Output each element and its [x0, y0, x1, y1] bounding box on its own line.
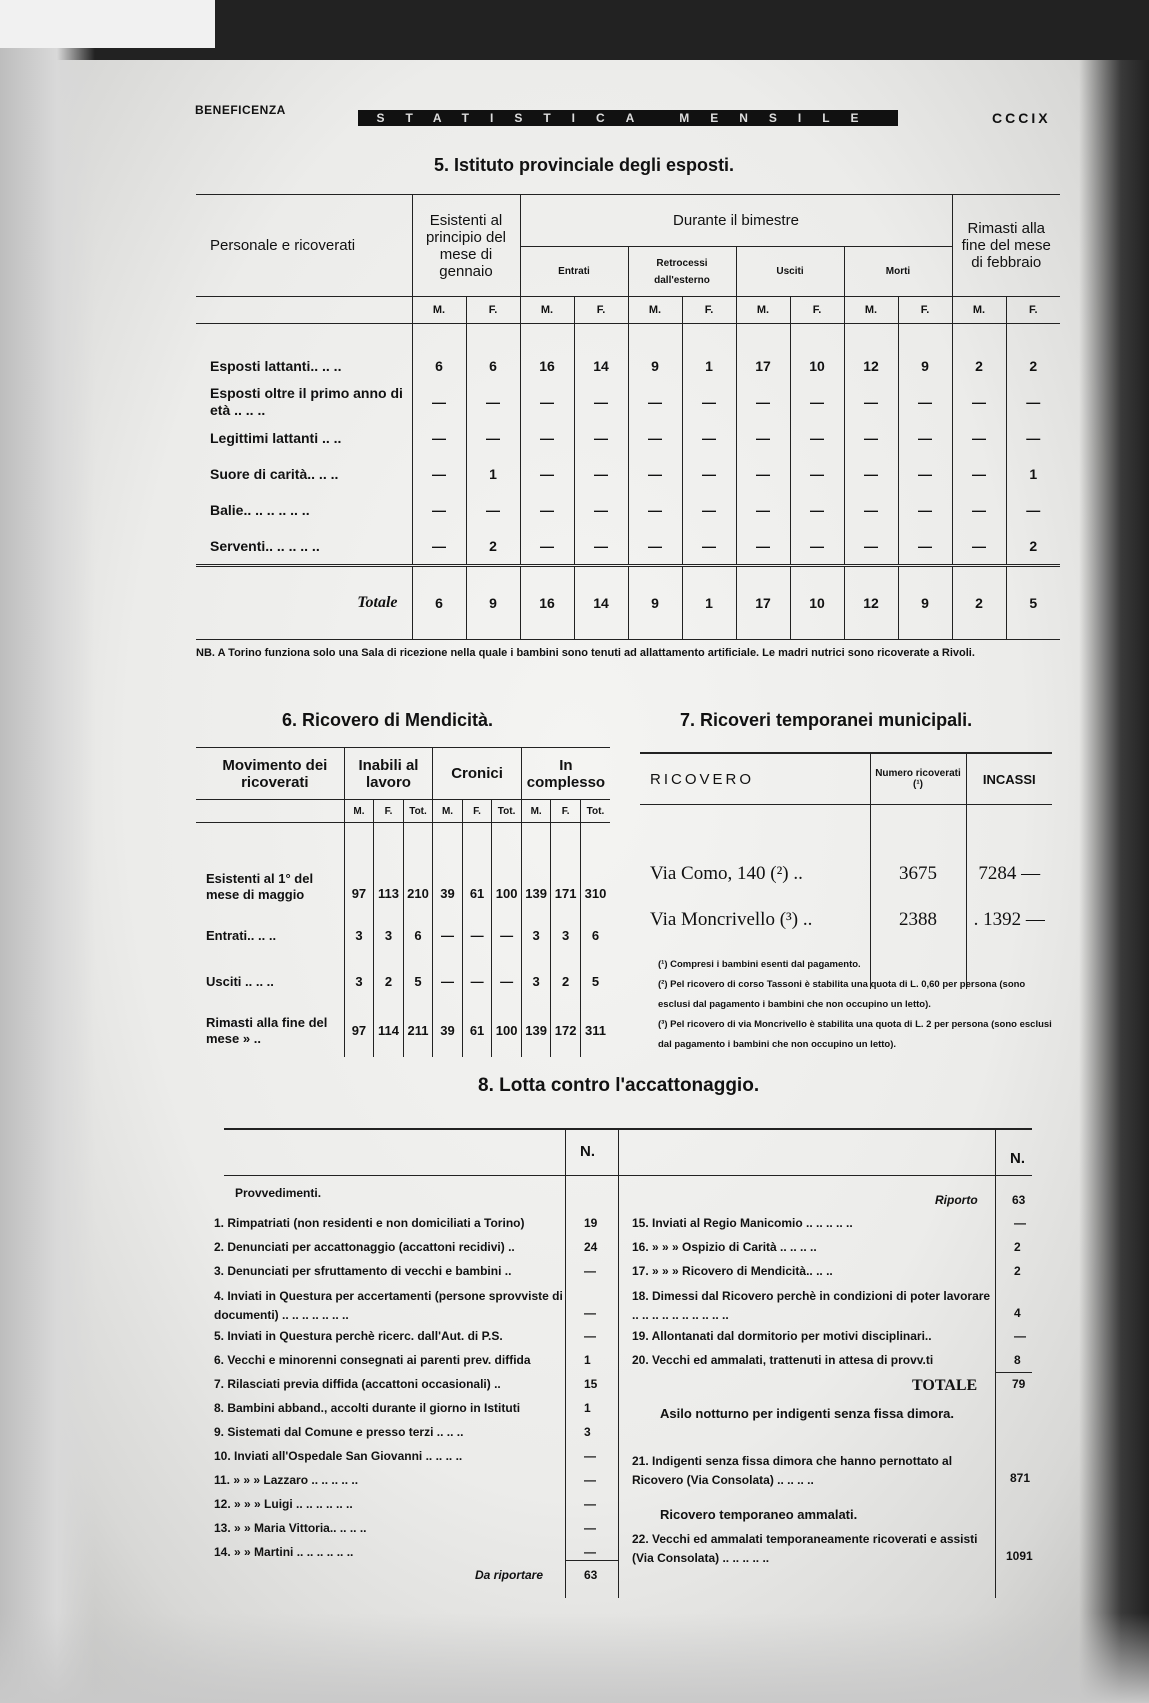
list-item: 1. Rimpatriati (non residenti e non domiciliati a Torino): [214, 1216, 525, 1230]
cell: —: [790, 528, 844, 566]
cell: —: [412, 420, 466, 456]
list-item-n: 2: [1014, 1264, 1021, 1278]
cell: —: [574, 528, 628, 566]
cell: —: [520, 456, 574, 492]
table-row: [640, 897, 1052, 943]
sex-f: F.: [898, 297, 952, 324]
cell: 9: [628, 565, 682, 639]
cell: 9: [466, 565, 520, 639]
sub-m: M.: [344, 800, 374, 823]
list-item: 20. Vecchi ed ammalati, trattenuti in attesa di provv.ti: [632, 1353, 934, 1367]
table7-title: 7. Ricoveri temporanei municipali.: [680, 710, 973, 730]
cell: 1: [682, 348, 736, 384]
cell: 16: [520, 348, 574, 384]
cell: 100: [492, 843, 522, 913]
cell: —: [628, 420, 682, 456]
col-cronici: Cronici: [433, 748, 522, 800]
cell: —: [466, 492, 520, 528]
sex-f: F.: [1006, 297, 1060, 324]
riporto-value: 63: [1012, 1193, 1026, 1207]
cell: 5: [580, 959, 610, 1005]
cell: 39: [433, 843, 463, 913]
cell: 3: [344, 959, 374, 1005]
cell: —: [790, 492, 844, 528]
cell: 6: [403, 913, 433, 959]
table-row: [640, 851, 1052, 897]
sex-m: M.: [952, 297, 1006, 324]
list-item-n: 15: [584, 1377, 598, 1391]
sex-m: M.: [412, 297, 466, 324]
list-item-n: —: [1014, 1329, 1026, 1343]
col-personale: Personale e ricoverati: [210, 237, 356, 254]
cell: —: [682, 420, 736, 456]
cell: 5: [1006, 565, 1060, 639]
col-retrocessi: Retrocessi dall'esterno: [628, 247, 736, 297]
cell: 1: [1006, 456, 1060, 492]
cell: 100: [492, 1005, 522, 1057]
provvedimenti-heading: Provvedimenti.: [235, 1186, 322, 1200]
table-row: [196, 959, 610, 1005]
col-durante: Durante il bimestre: [520, 195, 952, 247]
cell: 2: [551, 959, 581, 1005]
cell: —: [844, 384, 898, 420]
page-number: CCCIX: [992, 110, 1051, 126]
sex-f: F.: [682, 297, 736, 324]
cell: 6: [580, 913, 610, 959]
row-label: Entrati.. .. ..: [206, 928, 277, 943]
table7: [640, 752, 1052, 989]
list-item: 22. Vecchi ed ammalati temporaneamente ricoverati e assisti (Via Consolata) .. .. .. .. ..: [632, 1532, 978, 1565]
list-item-n: 871: [1010, 1471, 1031, 1485]
cell: 17: [736, 348, 790, 384]
list-item-n: 8: [1014, 1353, 1021, 1367]
list-item: 12. » » » Luigi .. .. .. .. .. ..: [214, 1497, 353, 1511]
cell: 114: [374, 1005, 404, 1057]
cell: 3: [551, 913, 581, 959]
cell: —: [952, 384, 1006, 420]
running-header-section: BENEFICENZA: [195, 103, 286, 117]
cell: 14: [574, 348, 628, 384]
list-item-n: 1091: [1006, 1549, 1033, 1563]
list-item: 11. » » » Lazzaro .. .. .. .. ..: [214, 1473, 359, 1487]
table5: [196, 194, 1060, 640]
ricovero-incassi: . 1392 —: [966, 897, 1052, 943]
cell: —: [898, 384, 952, 420]
cell: 61: [462, 1005, 492, 1057]
cell: —: [844, 528, 898, 566]
list-item: 15. Inviati al Regio Manicomio .. .. .. .. ..: [632, 1216, 853, 1230]
cell: 210: [403, 843, 433, 913]
cell: 97: [344, 1005, 374, 1057]
cell: —: [462, 959, 492, 1005]
table-row: [196, 528, 1060, 566]
list-item: 16. » » » Ospizio di Carità .. .. .. ..: [632, 1240, 817, 1254]
cell: —: [1006, 420, 1060, 456]
cell: 3: [344, 913, 374, 959]
cell: 6: [412, 565, 466, 639]
cell: 10: [790, 348, 844, 384]
cell: —: [466, 384, 520, 420]
col-n-right: N.: [1010, 1150, 1025, 1167]
totale-label: TOTALE: [912, 1377, 978, 1394]
cell: —: [952, 492, 1006, 528]
cell: 9: [898, 348, 952, 384]
sub-tot: Tot.: [580, 800, 610, 823]
row-label: Serventi.. .. .. .. ..: [210, 537, 320, 554]
list-item: 4. Inviati in Questura per accertamenti (persone sprovviste di documenti) .. .. .. .. .. .. ..: [214, 1289, 563, 1322]
cell: 211: [403, 1005, 433, 1057]
ricovero-name: Via Moncrivello (³) ..: [650, 909, 813, 930]
cell: —: [682, 456, 736, 492]
cell: 16: [520, 565, 574, 639]
sub-m: M.: [433, 800, 463, 823]
cell: —: [898, 456, 952, 492]
list-item: 19. Allontanati dal dormitorio per motivi disciplinari..: [632, 1329, 932, 1343]
row-label: Rimasti alla fine del mese » ..: [206, 1014, 328, 1046]
cell: 2: [952, 348, 1006, 384]
list-item-n: —: [584, 1473, 596, 1487]
cell: 2: [1006, 348, 1060, 384]
row-label: Esposti lattanti.. .. ..: [210, 357, 342, 374]
sub-f: F.: [374, 800, 404, 823]
cell: —: [790, 420, 844, 456]
sex-f: F.: [574, 297, 628, 324]
cell: —: [790, 456, 844, 492]
col-usciti: Usciti: [736, 247, 844, 297]
sex-f: F.: [790, 297, 844, 324]
table6-title: 6. Ricovero di Mendicità.: [282, 710, 494, 730]
riporto-label: Riporto: [935, 1193, 978, 1207]
scan-border-bottom: [0, 1613, 1149, 1703]
cell: 17: [736, 565, 790, 639]
row-label: Legittimi lattanti .. ..: [210, 429, 342, 446]
cell: —: [520, 420, 574, 456]
table6: [196, 747, 610, 1057]
cell: 2: [1006, 528, 1060, 566]
cell: —: [520, 384, 574, 420]
table-row: [196, 1005, 610, 1057]
table5-note: NB. A Torino funziona solo una Sala di ricezione nella quale i bambini sono tenuti ad allattamento artificiale. Le madri nutrici sono ricoverate a Rivoli.: [196, 647, 975, 659]
list-item-n: —: [584, 1449, 596, 1463]
col-movimento: Movimento dei ricoverati: [222, 756, 328, 791]
table-row: [196, 456, 1060, 492]
cell: 5: [403, 959, 433, 1005]
ricovero-name: Via Como, 140 (²) ..: [650, 863, 803, 884]
list-item: 10. Inviati all'Ospedale San Giovanni .. .. .. ..: [214, 1449, 463, 1463]
col-n-left: N.: [580, 1143, 595, 1160]
cell: —: [1006, 384, 1060, 420]
sub-f: F.: [551, 800, 581, 823]
table-row: [196, 843, 610, 913]
cell: —: [628, 384, 682, 420]
cell: 12: [844, 348, 898, 384]
cell: —: [412, 528, 466, 566]
cell: 3: [521, 913, 551, 959]
row-label: Balie.. .. .. .. .. ..: [210, 501, 310, 518]
sex-m: M.: [520, 297, 574, 324]
col-complesso: In complesso: [521, 748, 610, 800]
list-item: 7. Rilasciati previa diffida (accattoni occasionali) ..: [214, 1377, 501, 1391]
sub-f: F.: [462, 800, 492, 823]
cell: —: [736, 420, 790, 456]
cell: 113: [374, 843, 404, 913]
cell: 39: [433, 1005, 463, 1057]
list-item-n: —: [1014, 1216, 1026, 1230]
cell: 12: [844, 565, 898, 639]
table-row: [196, 913, 610, 959]
da-riportare-value: 63: [584, 1568, 598, 1582]
sub-tot: Tot.: [492, 800, 522, 823]
cell: —: [628, 528, 682, 566]
asilo-heading: Asilo notturno per indigenti senza fissa dimora.: [660, 1406, 954, 1421]
col-rule: [618, 1128, 619, 1598]
cell: —: [682, 528, 736, 566]
list-item: 13. » » Maria Vittoria.. .. .. ..: [214, 1521, 367, 1535]
cell: —: [628, 492, 682, 528]
list-item: 5. Inviati in Questura perchè ricerc. dall'Aut. di P.S.: [214, 1329, 503, 1343]
cell: 97: [344, 843, 374, 913]
list-item: 21. Indigenti senza fissa dimora che hanno pernottato al Ricovero (Via Consolata) .. .. .. ..: [632, 1454, 953, 1487]
total-row: [196, 565, 1060, 639]
cell: —: [736, 528, 790, 566]
col-numero: Numero ricoverati (¹): [870, 753, 966, 805]
cell: —: [462, 913, 492, 959]
cell: —: [412, 492, 466, 528]
cell: —: [952, 456, 1006, 492]
cell: —: [628, 456, 682, 492]
cell: 61: [462, 843, 492, 913]
cell: —: [433, 959, 463, 1005]
sex-m: M.: [736, 297, 790, 324]
cell: —: [736, 492, 790, 528]
sub-tot: Tot.: [403, 800, 433, 823]
cell: 171: [551, 843, 581, 913]
cell: 3: [374, 913, 404, 959]
cell: 14: [574, 565, 628, 639]
cell: —: [574, 456, 628, 492]
cell: 2: [952, 565, 1006, 639]
cell: —: [412, 384, 466, 420]
list-item: 6. Vecchi e minorenni consegnati ai parenti prev. diffida: [214, 1353, 531, 1367]
scan-border-left: [0, 48, 95, 1703]
footnote: (²) Pel ricovero di corso Tassoni è stabilita una quota di L. 0,60 per persona (sono esclusi dal pagamento i bambini che non occupino un letto).: [658, 979, 1026, 1010]
sex-header-spacer: [196, 297, 412, 324]
ricovero-incassi: 7284 —: [966, 851, 1052, 897]
cell: —: [844, 420, 898, 456]
cell: —: [952, 528, 1006, 566]
footnote: (¹) Compresi i bambini esenti dal pagamento.: [658, 959, 861, 970]
col-rule: [995, 1128, 996, 1598]
col-rimasti: Rimasti alla fine del mese di febbraio: [952, 195, 1060, 297]
list-item: 3. Denunciati per sfruttamento di vecchi e bambini ..: [214, 1264, 512, 1278]
cell: —: [682, 384, 736, 420]
cell: 6: [466, 348, 520, 384]
cell: 1: [466, 456, 520, 492]
row-label: Suore di carità.. .. ..: [210, 465, 339, 482]
cell: —: [433, 913, 463, 959]
scan-border-right: [1079, 60, 1149, 1703]
list-item-n: 3: [584, 1425, 591, 1439]
cell: —: [574, 384, 628, 420]
row-label: Usciti .. .. ..: [206, 974, 274, 989]
scan-paper-corner: [0, 0, 215, 48]
totale-value: 79: [1012, 1377, 1026, 1391]
cell: —: [682, 492, 736, 528]
cell: 6: [412, 348, 466, 384]
cell: —: [952, 420, 1006, 456]
table-row: [196, 384, 1060, 420]
list-item: 17. » » » Ricovero di Mendicità.. .. ..: [632, 1264, 833, 1278]
table5-title: 5. Istituto provinciale degli esposti.: [434, 155, 735, 175]
cell: —: [844, 492, 898, 528]
cell: 139: [521, 843, 551, 913]
subtotal-rule: [565, 1560, 618, 1561]
cell: —: [492, 959, 522, 1005]
col-entrati: Entrati: [520, 247, 628, 297]
cell: 139: [521, 1005, 551, 1057]
row-label: Esistenti al 1° del mese di maggio: [206, 870, 314, 902]
ricovero-numero: 3675: [870, 851, 966, 897]
col-incassi: INCASSI: [966, 753, 1052, 805]
col-morti: Morti: [844, 247, 952, 297]
list-item-n: 1: [584, 1353, 591, 1367]
footnote: (³) Pel ricovero di via Moncrivello è stabilita una quota di L. 2 per persona (sono esclusi dal pagamento i bambini che non occupino un letto).: [658, 1019, 1052, 1050]
col-ricovero: RICOVERO: [640, 753, 870, 805]
table-row: [196, 348, 1060, 384]
cell: —: [898, 420, 952, 456]
list-item: 8. Bambini abband., accolti durante il giorno in Istituti: [214, 1401, 521, 1415]
header-ornament: STATISTICA MENSILE: [358, 110, 898, 126]
col-inabili: Inabili al lavoro: [344, 748, 433, 800]
list-item: 14. » » Martini .. .. .. .. .. ..: [214, 1545, 354, 1559]
list-item-n: —: [584, 1545, 596, 1559]
cell: —: [412, 456, 466, 492]
list-item-n: —: [584, 1521, 596, 1535]
sex-f: F.: [466, 297, 520, 324]
da-riportare-label: Da riportare: [475, 1568, 544, 1582]
total-rule: [995, 1372, 1032, 1373]
col-rule: [565, 1128, 566, 1598]
col-esistenti: Esistenti al principio del mese di gennaio: [412, 195, 520, 297]
cell: —: [1006, 492, 1060, 528]
cell: —: [492, 913, 522, 959]
list-item-n: 2: [1014, 1240, 1021, 1254]
ricovero-heading: Ricovero temporaneo ammalati.: [660, 1507, 858, 1522]
cell: —: [898, 492, 952, 528]
list-item-n: —: [584, 1329, 596, 1343]
list-item-n: 24: [584, 1240, 598, 1254]
list-item-n: 19: [584, 1216, 598, 1230]
cell: 9: [628, 348, 682, 384]
sex-m: M.: [844, 297, 898, 324]
table-row: [196, 420, 1060, 456]
cell: —: [520, 528, 574, 566]
cell: 2: [374, 959, 404, 1005]
cell: 311: [580, 1005, 610, 1057]
cell: 9: [898, 565, 952, 639]
cell: 1: [682, 565, 736, 639]
cell: —: [898, 528, 952, 566]
list-item-n: 1: [584, 1401, 591, 1415]
table8-header-rule: [224, 1175, 1032, 1176]
cell: —: [574, 492, 628, 528]
cell: —: [574, 420, 628, 456]
total-label: Totale: [196, 565, 412, 639]
cell: 310: [580, 843, 610, 913]
table8-title: 8. Lotta contro l'accattonaggio.: [478, 1075, 760, 1096]
list-item-n: —: [584, 1264, 596, 1278]
cell: —: [790, 384, 844, 420]
cell: —: [520, 492, 574, 528]
table7-notes: [658, 955, 1058, 1055]
list-item-n: —: [584, 1306, 596, 1320]
sub-m: M.: [521, 800, 551, 823]
list-item-n: 4: [1014, 1306, 1021, 1320]
table-row: [196, 492, 1060, 528]
list-item: 18. Dimessi dal Ricovero perchè in condizioni di poter lavorare .. .. .. .. .. .. .. .. .. ..: [632, 1289, 991, 1322]
list-item: 9. Sistemati dal Comune e presso terzi .. .. ..: [214, 1425, 464, 1439]
cell: 2: [466, 528, 520, 566]
list-item-n: —: [584, 1497, 596, 1511]
cell: 3: [521, 959, 551, 1005]
sex-m: M.: [628, 297, 682, 324]
cell: 172: [551, 1005, 581, 1057]
cell: 10: [790, 565, 844, 639]
cell: —: [466, 420, 520, 456]
list-item: 2. Denunciati per accattonaggio (accattoni recidivi) ..: [214, 1240, 515, 1254]
cell: —: [736, 456, 790, 492]
row-label: Esposti oltre il primo anno di età .. .. ..: [210, 384, 403, 418]
cell: —: [844, 456, 898, 492]
cell: —: [736, 384, 790, 420]
ricovero-numero: 2388: [870, 897, 966, 943]
